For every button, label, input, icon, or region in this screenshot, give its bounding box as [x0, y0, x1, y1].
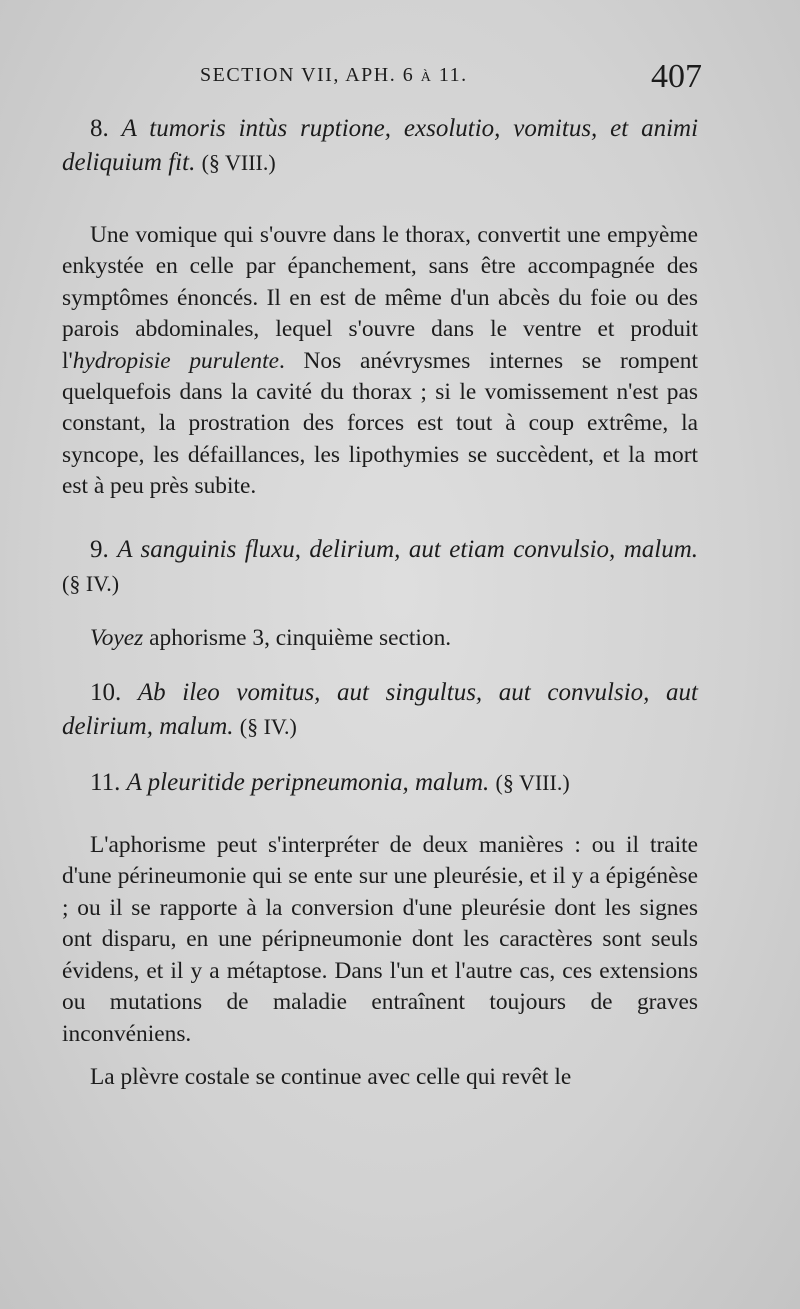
section-reference: (§ IV.) — [62, 570, 120, 596]
commentary-text: aphorisme 3, cinquième section. — [143, 624, 452, 651]
aphorism-9 — [62, 533, 698, 601]
aphorism-latin-text: A sanguinis fluxu, delirium, aut etiam convulsio, malum. — [117, 535, 699, 563]
aphorism-latin-text: Ab ileo vomitus, aut singultus, aut convulsio, aut delirium, malum. — [62, 679, 699, 741]
aphorism-number: 9. — [90, 535, 109, 563]
commentary-italic-term: hydropisie purulente — [72, 347, 279, 374]
commentary-aphorism-9 — [62, 623, 698, 654]
commentary-text: L'aphorisme peut s'interpréter de deux manières : ou il traite d'une périneumonie qui se ente sur une pleurésie, et il y a épigénèse ; ou il se rapporte à la conversion d'une pleurésie dont les signes ont disparu, en une péripneumonie dont les caractères sont seuls évidens, et il y a métaptose. Dans l'un et l'autre cas, ces extensions ou mutations de maladie entraînent toujours de graves inconvéniens. — [62, 832, 698, 1047]
aphorism-10 — [62, 676, 698, 744]
section-reference: (§ VIII.) — [201, 150, 276, 175]
aphorism-number: 10. — [90, 679, 122, 707]
aphorism-number: 11. — [90, 769, 121, 797]
commentary-text: Une vomique qui s'ouvre dans le thorax, convertit une empyème enkystée en celle par épanchement, sans être accompagnée des symptômes énoncés. Il en est de même d'un abcès du foie ou des parois abdominales, lequel s'ouvre dans le ventre et produit l' — [62, 222, 698, 374]
commentary-text: La plèvre costale se continue avec celle qui revêt le — [90, 1063, 572, 1090]
section-reference: (§ VIII.) — [495, 770, 570, 796]
commentary-text-continued: . Nos anévrysmes internes se rompent quelquefois dans la cavité du thorax ; si le vomissement n'est pas constant, la prostration des forces est tout à coup extrême, la syncope, les défaillances, les lipothymies se succèdent, et la mort est à peu près subite. — [62, 347, 698, 500]
page-body — [62, 112, 698, 1093]
aphorism-latin-text: A pleuritide peripneumonia, malum. — [126, 769, 490, 797]
section-reference: (§ IV.) — [239, 714, 297, 740]
commentary-aphorism-8 — [62, 220, 698, 503]
running-head: SECTION VII, APH. 6 à 11. — [200, 64, 468, 86]
aphorism-8 — [62, 112, 698, 180]
aphorism-number: 8. — [90, 115, 109, 142]
commentary-continuation — [62, 1062, 698, 1093]
page-number: 407 — [651, 58, 702, 95]
aphorism-11 — [62, 766, 698, 800]
aphorism-latin-text: A tumoris intùs ruptione, exsolutio, vomitus, et animi deliquium fit. — [62, 115, 699, 176]
commentary-aphorism-11 — [62, 830, 698, 1050]
page-header — [62, 58, 702, 95]
commentary-italic-lead: Voyez — [90, 624, 144, 651]
